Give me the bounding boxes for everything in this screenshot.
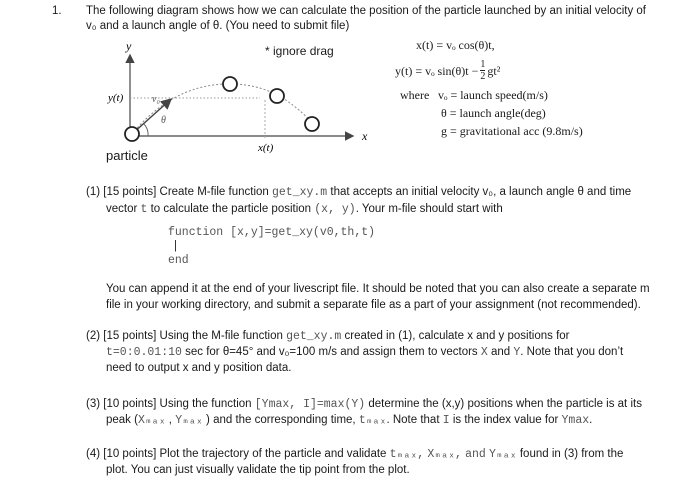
- angle-arc: [144, 124, 148, 136]
- q3-code-max: [Ymax, I]=max(Y): [254, 398, 366, 411]
- q2-line1: [86, 329, 570, 344]
- problem-number: 1.: [52, 5, 62, 17]
- q2-line2b: sec for θ=45° and v₀=100 m/s and assign them to vectors: [181, 346, 481, 358]
- q1-line2: [106, 202, 503, 217]
- q3-code-ymax: Yₘₐₓ: [175, 414, 203, 427]
- q4-line1b: found in (3) from the: [516, 448, 624, 460]
- q3-line1: [86, 397, 642, 412]
- q2-line1a: (2) [15 points] Using the M-file function: [86, 330, 287, 342]
- particle-label: particle: [106, 148, 148, 163]
- q3-line2b: ,: [165, 414, 176, 426]
- q3-line2a: peak (: [106, 414, 138, 426]
- problem-intro-line1: The following diagram shows how we can calculate the position of the particle launched by an initial velocity of: [86, 5, 646, 17]
- particle-start: [125, 127, 139, 141]
- y-frac-den: 2: [480, 71, 486, 82]
- q4-code-and: and: [465, 448, 486, 461]
- particle-end: [305, 117, 319, 131]
- q2-line1b: created in (1), calculate x and y positions for: [341, 330, 570, 342]
- q3-code-Ymax: Ymax: [561, 414, 590, 427]
- q1-line1: [86, 185, 631, 200]
- y-eq-right: gt²: [487, 64, 501, 78]
- q1-code-line1: function [x,y]=get_xy(v0,th,t): [168, 226, 376, 239]
- def-v: vₒ = launch speed(m/s): [438, 88, 548, 102]
- q4-line1: [86, 447, 623, 462]
- q1-line2c: . Your m-file should start with: [355, 203, 503, 215]
- q1-para-line2: file in your working directory, and submit a separate file as a part of your assignment (not recommended).: [106, 299, 641, 311]
- q2-line2d: . Note that you don’t: [520, 346, 624, 358]
- yt-label: y(t): [108, 92, 124, 104]
- q3-line2d: . Note that: [386, 414, 443, 426]
- q1-code-t: t: [140, 203, 148, 216]
- where-word: where: [400, 88, 430, 102]
- q1-code-filename: get_xy.m: [272, 186, 328, 199]
- q3-code-tmax: tₘₐₓ: [358, 414, 387, 427]
- problem-intro-line2: v₀ and a launch angle of θ. (You need to submit file): [86, 20, 350, 32]
- q2-line2c: and: [487, 346, 514, 358]
- y-frac-num: 1: [480, 59, 486, 70]
- q2-code-filename: get_xy.m: [286, 330, 342, 343]
- q2-code-t: t=0:0.01:10: [106, 346, 182, 359]
- x-axis-label: x: [362, 129, 368, 143]
- q3-line2e: is the index value for: [449, 414, 562, 426]
- q3-line1a: (3) [10 points] Using the function: [86, 398, 255, 410]
- particle-mid: [270, 89, 284, 103]
- q1-para-line1: You can append it at the end of your livescript file. It should be noted that you can also create a separate m: [106, 283, 650, 295]
- q3-line2c: ) and the corresponding time,: [202, 414, 359, 426]
- q4-line2: plot. You can just visually validate the tip point from the plot.: [106, 464, 410, 476]
- q2-line2: [106, 345, 623, 360]
- particle-peak: [223, 77, 237, 91]
- y-eq-left: y(t) = vₒ sin(θ)t −: [395, 64, 479, 78]
- y-axis-label: y: [126, 39, 132, 53]
- q1-line2b: to calculate the particle position: [147, 203, 315, 215]
- q3-line2f: .: [589, 414, 593, 426]
- q4-code-ymax: Yₘₐₓ: [489, 448, 517, 461]
- q4-line1a: (4) [10 points] Plot the trajectory of the particle and validate: [86, 448, 390, 460]
- theta-label: θ: [161, 115, 166, 126]
- q3-line1b: determine the (x,y) positions when the particle is at its: [365, 398, 642, 410]
- q1-code-line3: end: [168, 254, 189, 267]
- q1-code-xy: (x, y): [314, 203, 356, 216]
- q2-code-Y: Y: [513, 346, 521, 359]
- q3-code-xmax: Xₘₐₓ: [137, 414, 166, 427]
- x-equation: x(t) = vₒ cos(θ)t,: [416, 38, 495, 52]
- q2-code-X: X: [480, 346, 488, 359]
- ignore-drag-note: * ignore drag: [265, 44, 334, 58]
- xt-label: x(t): [258, 142, 274, 154]
- q4-code-xmax: Xₘₐₓ,: [427, 448, 462, 461]
- q3-line2: [106, 413, 592, 428]
- y-equation: [395, 60, 500, 82]
- q1-label: (1) [15 points] Create M-file function: [86, 186, 272, 198]
- q3-code-I: I: [442, 414, 450, 427]
- q1-line2a: vector: [106, 203, 141, 215]
- q1-code-line2: |: [172, 240, 179, 253]
- def-g: g = gravitational acc (9.8m/s): [441, 124, 583, 138]
- v0-label: v₀: [152, 94, 160, 105]
- y-eq-fraction: [480, 60, 485, 82]
- def-theta: θ = launch angle(deg): [441, 106, 546, 120]
- q4-code-tmax: tₘₐₓ,: [389, 448, 425, 461]
- q1-text1: that accepts an initial velocity v₀, a launch angle θ and time: [327, 186, 632, 198]
- q2-line3: need to output x and y position data.: [106, 362, 292, 374]
